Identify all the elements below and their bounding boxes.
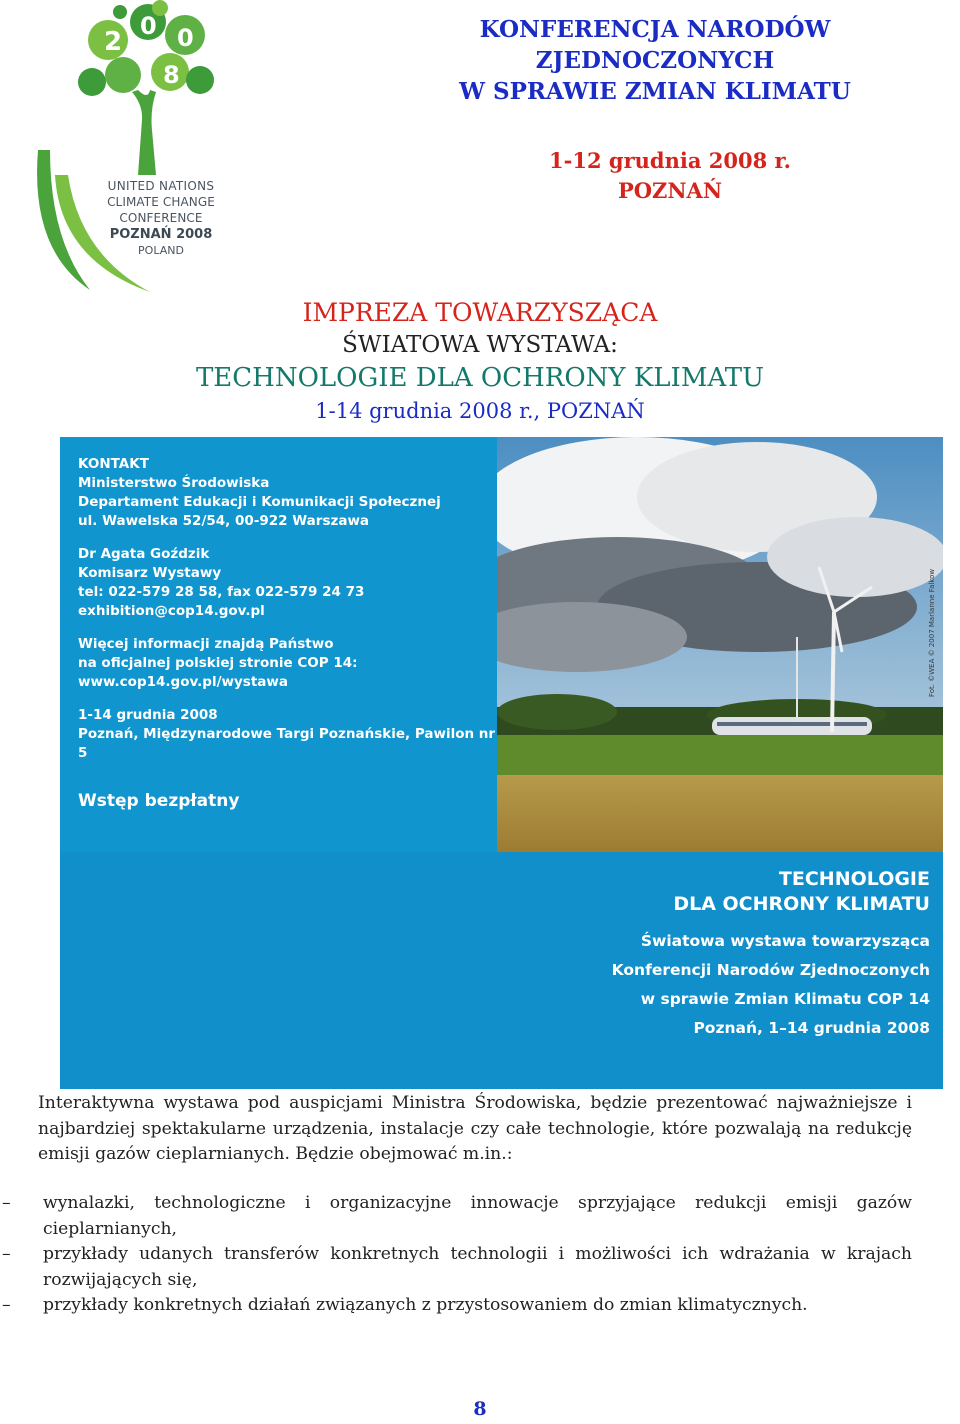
logo-line-3: POZNAŃ 2008 bbox=[109, 227, 213, 242]
conference-title bbox=[385, 14, 925, 107]
poster-dates: 1-14 grudnia 2008 bbox=[78, 707, 218, 723]
page-number: 8 bbox=[473, 1398, 487, 1420]
poster-sub-line-1: Światowa wystawa towarzysząca bbox=[640, 932, 930, 950]
list-item bbox=[0, 1293, 912, 1319]
poster-sub-line-2: Konferencji Narodów Zjednoczonych bbox=[611, 961, 930, 979]
photo-credit: Fot. ©WEA © 2007 Marlanne Falkow bbox=[928, 568, 936, 697]
contact-role: Komisarz Wystawy bbox=[78, 565, 222, 581]
contact-ministry: Ministerstwo Środowiska bbox=[78, 475, 270, 491]
exhibition-poster bbox=[60, 437, 943, 1089]
poster-venue: Poznań, Międzynarodowe Targi Poznańskie, Pawilon nr 5 bbox=[78, 726, 496, 761]
svg-text:0: 0 bbox=[140, 12, 157, 40]
contact-info-line-1: Więcej informacji znajdą Państwo bbox=[78, 636, 334, 652]
contact-address: ul. Wawelska 52/54, 00-922 Warszawa bbox=[78, 513, 370, 529]
conference-title-line-3: W SPRAWIE ZMIAN KLIMATU bbox=[459, 78, 851, 105]
poster-sub-line-4: Poznań, 1–14 grudnia 2008 bbox=[693, 1019, 930, 1037]
conference-dates bbox=[385, 146, 955, 206]
dash-marker: – bbox=[2, 1244, 11, 1264]
contact-info-line-2: na oficjalnej polskiej stronie COP 14: bbox=[78, 655, 358, 671]
contact-heading: KONTAKT bbox=[78, 456, 149, 472]
contact-phone: tel: 022-579 28 58, fax 022-579 24 73 bbox=[78, 584, 365, 600]
description-paragraph: Interaktywna wystawa pod auspicjami Ministra Środowiska, będzie prezentować najważniejsze i najbardziej spektakularne urządzenia, instalacje czy całe technologie, które pozwalają na redukcję emisji gazów cieplarnianych. Będzie obejmować m.in.: bbox=[38, 1093, 912, 1164]
svg-text:0: 0 bbox=[177, 24, 194, 52]
logo-line-4: POLAND bbox=[138, 244, 184, 257]
list-item bbox=[0, 1191, 912, 1242]
poster-title bbox=[520, 867, 930, 917]
conference-city: POZNAŃ bbox=[617, 178, 723, 203]
event-date-place: 1-14 grudnia 2008 r., POZNAŃ bbox=[315, 399, 645, 423]
conference-title-line-2: ZJEDNOCZONYCH bbox=[535, 47, 775, 74]
landscape-photo bbox=[497, 437, 943, 852]
conference-title-line-1: KONFERENCJA NARODÓW bbox=[479, 16, 831, 43]
poster-title-line-1: TECHNOLOGIE bbox=[778, 868, 930, 890]
logo-line-2: CLIMATE CHANGE CONFERENCE bbox=[107, 195, 215, 225]
svg-text:2: 2 bbox=[104, 27, 123, 57]
event-heading bbox=[0, 296, 960, 428]
event-title: TECHNOLOGIE DLA OCHRONY KLIMATU bbox=[195, 363, 765, 393]
event-type: IMPREZA TOWARZYSZĄCA bbox=[302, 298, 658, 327]
logo-line-1: UNITED NATIONS bbox=[107, 179, 215, 193]
list-item-text: wynalazki, technologiczne i organizacyjne innowacje sprzyjające redukcji emisji gazów cieplarnianych, bbox=[43, 1193, 912, 1239]
dash-marker: – bbox=[2, 1295, 11, 1315]
conference-date: 1-12 grudnia 2008 r. bbox=[549, 148, 791, 173]
feature-list bbox=[0, 1191, 912, 1319]
list-item bbox=[0, 1242, 912, 1293]
contact-person: Dr Agata Goździk bbox=[78, 546, 210, 562]
contact-website: www.cop14.gov.pl/wystawa bbox=[78, 674, 288, 690]
list-item-text: przykłady udanych transferów konkretnych technologii i możliwości ich wdrażania w krajach rozwijających się, bbox=[43, 1244, 912, 1290]
poster-contact-block bbox=[78, 455, 498, 763]
svg-text:8: 8 bbox=[163, 61, 180, 89]
poster-sub-line-3: w sprawie Zmian Klimatu COP 14 bbox=[640, 990, 930, 1008]
poster-subtitle bbox=[500, 927, 930, 1043]
logo-caption bbox=[76, 178, 246, 258]
list-item-text: przykłady konkretnych działań związanych z przystosowaniem do zmian klimatycznych. bbox=[43, 1295, 808, 1315]
contact-department: Departament Edukacji i Komunikacji Społecznej bbox=[78, 494, 441, 510]
free-entry-label: Wstęp bezpłatny bbox=[78, 791, 240, 811]
cop14-logo bbox=[20, 0, 250, 300]
contact-email: exhibition@cop14.gov.pl bbox=[78, 603, 265, 619]
dash-marker: – bbox=[2, 1193, 11, 1213]
event-name: ŚWIATOWA WYSTAWA: bbox=[342, 332, 618, 358]
poster-title-line-2: DLA OCHRONY KLIMATU bbox=[673, 893, 930, 915]
